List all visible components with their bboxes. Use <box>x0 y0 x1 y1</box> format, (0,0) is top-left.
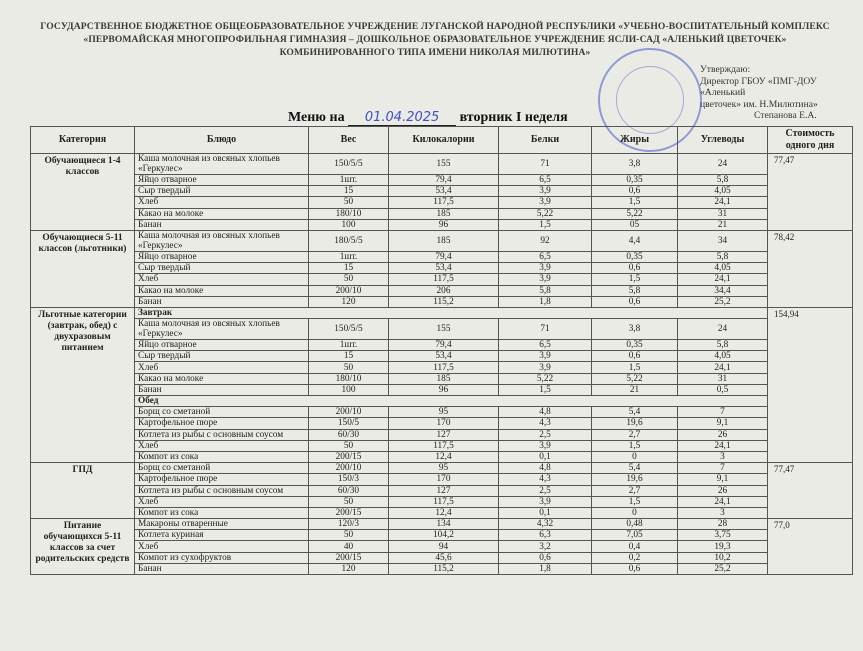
cell-weight: 60/30 <box>309 429 389 440</box>
cell-kcal: 117,5 <box>389 496 499 507</box>
menu-date: 01.04.2025 <box>348 110 456 126</box>
cell-kcal: 155 <box>389 319 499 340</box>
cell-fat: 1,5 <box>592 197 678 208</box>
cell-fat: 1,5 <box>592 362 678 373</box>
cell-carbs: 9,1 <box>678 418 768 429</box>
table-row <box>31 563 853 574</box>
cell-weight: 100 <box>309 384 389 395</box>
cell-carbs: 26 <box>678 485 768 496</box>
cell-kcal: 53,4 <box>389 263 499 274</box>
cell-weight: 50 <box>309 440 389 451</box>
price-cell: 77,0 <box>768 519 853 575</box>
meal-subheader: Завтрак <box>135 307 768 318</box>
meal-subheader-row <box>31 307 853 318</box>
table-row <box>31 251 853 262</box>
cell-dish: Каша молочная из овсяных хлопьев «Геркулес» <box>135 230 309 251</box>
cell-fat: 2,7 <box>592 485 678 496</box>
table-row <box>31 263 853 274</box>
cell-protein: 5,22 <box>499 208 592 219</box>
menu-title <box>288 110 568 126</box>
category-cell: Питание обучающихся 5-11 классов за счет родительских средств <box>31 519 135 575</box>
cell-carbs: 5,8 <box>678 251 768 262</box>
category-cell: Обучающиеся 1-4 классов <box>31 154 135 231</box>
cell-fat: 5,22 <box>592 208 678 219</box>
cell-dish: Банан <box>135 219 309 230</box>
cell-dish: Котлета из рыбы с основным соусом <box>135 485 309 496</box>
table-row <box>31 429 853 440</box>
approval-line-1: Утверждаю: <box>700 64 751 75</box>
cell-weight: 50 <box>309 362 389 373</box>
cell-fat: 0,6 <box>592 263 678 274</box>
cell-protein: 4,3 <box>499 474 592 485</box>
price-cell: 154,94 <box>768 307 853 462</box>
table-row <box>31 407 853 418</box>
table-row <box>31 418 853 429</box>
cell-dish: Банан <box>135 384 309 395</box>
table-row <box>31 530 853 541</box>
cell-weight: 15 <box>309 263 389 274</box>
cell-carbs: 3 <box>678 507 768 518</box>
category-cell: Обучающиеся 5-11 классов (льготники) <box>31 230 135 307</box>
cell-fat: 2,7 <box>592 429 678 440</box>
table-row <box>31 208 853 219</box>
cell-dish: Хлеб <box>135 197 309 208</box>
table-row <box>31 552 853 563</box>
cell-fat: 5,4 <box>592 463 678 474</box>
cell-fat: 0,6 <box>592 186 678 197</box>
cell-weight: 200/15 <box>309 507 389 518</box>
cell-carbs: 7 <box>678 463 768 474</box>
meal-subheader: Обед <box>135 396 768 407</box>
cell-fat: 1,5 <box>592 274 678 285</box>
cell-carbs: 5,8 <box>678 175 768 186</box>
cell-fat: 0,35 <box>592 340 678 351</box>
cell-dish: Сыр твердый <box>135 186 309 197</box>
cell-carbs: 7 <box>678 407 768 418</box>
cell-weight: 150/5/5 <box>309 154 389 175</box>
cell-kcal: 79,4 <box>389 340 499 351</box>
cell-dish: Борщ со сметаной <box>135 463 309 474</box>
cell-carbs: 4,05 <box>678 186 768 197</box>
cell-carbs: 34,4 <box>678 285 768 296</box>
cell-dish: Яйцо отварное <box>135 340 309 351</box>
menu-title-suffix: вторник I неделя <box>459 110 568 125</box>
cell-dish: Какао на молоке <box>135 285 309 296</box>
cell-carbs: 24,1 <box>678 362 768 373</box>
cell-dish: Котлета куриная <box>135 530 309 541</box>
approval-line-2: Директор ГБОУ «ПМГ-ДОУ «Аленький <box>700 75 817 98</box>
cell-carbs: 24,1 <box>678 440 768 451</box>
cell-kcal: 104,2 <box>389 530 499 541</box>
cell-protein: 3,9 <box>499 197 592 208</box>
cell-kcal: 95 <box>389 463 499 474</box>
cell-dish: Хлеб <box>135 541 309 552</box>
col-header-carbs: Углеводы <box>678 127 768 154</box>
cell-weight: 150/5 <box>309 418 389 429</box>
cell-protein: 1,8 <box>499 296 592 307</box>
cell-dish: Каша молочная из овсяных хлопьев «Геркулес» <box>135 319 309 340</box>
cell-fat: 0,48 <box>592 519 678 530</box>
col-header-weight: Вес <box>309 127 389 154</box>
header-line-2: «ПЕРВОМАЙСКАЯ МНОГОПРОФИЛЬНАЯ ГИМНАЗИЯ – ДОШКОЛЬНОЕ ОБРАЗОВАТЕЛЬНОЕ УЧРЕЖДЕНИЕ ЯСЛИ-САД «АЛЕНЬКИЙ ЦВЕТОЧЕК» <box>83 34 787 45</box>
cell-carbs: 24 <box>678 154 768 175</box>
cell-kcal: 79,4 <box>389 175 499 186</box>
cell-weight: 15 <box>309 351 389 362</box>
cell-dish: Сыр твердый <box>135 263 309 274</box>
cell-fat: 0,35 <box>592 175 678 186</box>
cell-carbs: 10,2 <box>678 552 768 563</box>
table-row <box>31 362 853 373</box>
table-row <box>31 296 853 307</box>
cell-kcal: 117,5 <box>389 440 499 451</box>
cell-protein: 3,2 <box>499 541 592 552</box>
table-row <box>31 451 853 462</box>
cell-weight: 120 <box>309 563 389 574</box>
cell-carbs: 5,8 <box>678 340 768 351</box>
cell-dish: Каша молочная из овсяных хлопьев «Геркулес» <box>135 154 309 175</box>
cell-kcal: 115,2 <box>389 563 499 574</box>
cell-dish: Компот из сухофруктов <box>135 552 309 563</box>
cell-fat: 3,8 <box>592 154 678 175</box>
cell-carbs: 34 <box>678 230 768 251</box>
cell-protein: 5,8 <box>499 285 592 296</box>
cell-protein: 6,5 <box>499 251 592 262</box>
cell-carbs: 4,05 <box>678 351 768 362</box>
cell-carbs: 28 <box>678 519 768 530</box>
cell-protein: 3,9 <box>499 186 592 197</box>
meal-subheader-row <box>31 396 853 407</box>
cell-weight: 180/10 <box>309 373 389 384</box>
table-row <box>31 351 853 362</box>
cell-carbs: 31 <box>678 208 768 219</box>
col-header-kcal: Килокалории <box>389 127 499 154</box>
cell-fat: 7,05 <box>592 530 678 541</box>
cell-carbs: 26 <box>678 429 768 440</box>
cell-carbs: 3,75 <box>678 530 768 541</box>
cell-kcal: 53,4 <box>389 351 499 362</box>
cell-kcal: 185 <box>389 230 499 251</box>
cell-protein: 71 <box>499 319 592 340</box>
cell-weight: 1шт. <box>309 340 389 351</box>
cell-protein: 4,8 <box>499 407 592 418</box>
table-row <box>31 186 853 197</box>
cell-weight: 180/10 <box>309 208 389 219</box>
cell-protein: 4,3 <box>499 418 592 429</box>
table-row <box>31 384 853 395</box>
cell-carbs: 24,1 <box>678 197 768 208</box>
cell-protein: 1,5 <box>499 384 592 395</box>
cell-weight: 200/10 <box>309 463 389 474</box>
cell-kcal: 117,5 <box>389 197 499 208</box>
cell-kcal: 12,4 <box>389 451 499 462</box>
table-row <box>31 274 853 285</box>
cell-kcal: 127 <box>389 485 499 496</box>
cell-fat: 3,8 <box>592 319 678 340</box>
cell-protein: 71 <box>499 154 592 175</box>
cell-protein: 3,9 <box>499 274 592 285</box>
cell-dish: Какао на молоке <box>135 208 309 219</box>
cell-protein: 1,8 <box>499 563 592 574</box>
cell-fat: 1,5 <box>592 440 678 451</box>
header-line-3: КОМБИНИРОВАННОГО ТИПА ИМЕНИ НИКОЛАЯ МИЛЮТИНА» <box>279 47 591 58</box>
table-row <box>31 197 853 208</box>
cell-fat: 0,6 <box>592 563 678 574</box>
table-row <box>31 507 853 518</box>
cell-weight: 60/30 <box>309 485 389 496</box>
table-row <box>31 474 853 485</box>
category-cell: Льготные категории (завтрак, обед) с двухразовым питанием <box>31 307 135 462</box>
approval-signatory: Степанова Е.А. <box>754 110 817 121</box>
table-row <box>31 230 853 251</box>
cell-fat: 0 <box>592 451 678 462</box>
cell-kcal: 170 <box>389 474 499 485</box>
cell-dish: Какао на молоке <box>135 373 309 384</box>
menu-title-prefix: Меню на <box>288 110 345 125</box>
cell-protein: 3,9 <box>499 440 592 451</box>
col-header-protein: Белки <box>499 127 592 154</box>
approval-line-3: цветочек» им. Н.Милютина» <box>700 98 818 110</box>
cell-protein: 2,5 <box>499 429 592 440</box>
cell-carbs: 25,2 <box>678 563 768 574</box>
cell-carbs: 24,1 <box>678 496 768 507</box>
price-cell: 77,47 <box>768 154 853 231</box>
cell-carbs: 3 <box>678 451 768 462</box>
cell-dish: Сыр твердый <box>135 351 309 362</box>
cell-weight: 150/3 <box>309 474 389 485</box>
cell-carbs: 31 <box>678 373 768 384</box>
col-header-price: Стоимость одного дня <box>768 127 853 154</box>
table-row <box>31 541 853 552</box>
cell-dish: Котлета из рыбы с основным соусом <box>135 429 309 440</box>
cell-fat: 5,22 <box>592 373 678 384</box>
cell-fat: 19,6 <box>592 418 678 429</box>
cell-fat: 0,6 <box>592 351 678 362</box>
cell-weight: 200/10 <box>309 285 389 296</box>
cell-weight: 50 <box>309 530 389 541</box>
cell-carbs: 19,3 <box>678 541 768 552</box>
cell-kcal: 117,5 <box>389 362 499 373</box>
cell-dish: Борщ со сметаной <box>135 407 309 418</box>
col-header-fat: Жиры <box>592 127 678 154</box>
cell-kcal: 127 <box>389 429 499 440</box>
table-row <box>31 440 853 451</box>
cell-carbs: 21 <box>678 219 768 230</box>
cell-fat: 0,6 <box>592 296 678 307</box>
col-header-category: Категория <box>31 127 135 154</box>
cell-dish: Картофельное пюре <box>135 474 309 485</box>
cell-kcal: 79,4 <box>389 251 499 262</box>
cell-weight: 1шт. <box>309 251 389 262</box>
cell-dish: Яйцо отварное <box>135 251 309 262</box>
table-row <box>31 496 853 507</box>
cell-fat: 19,6 <box>592 474 678 485</box>
cell-kcal: 117,5 <box>389 274 499 285</box>
institution-header <box>40 20 830 59</box>
cell-protein: 0,6 <box>499 552 592 563</box>
cell-protein: 0,1 <box>499 451 592 462</box>
cell-kcal: 185 <box>389 208 499 219</box>
header-line-1: ГОСУДАРСТВЕННОЕ БЮДЖЕТНОЕ ОБЩЕОБРАЗОВАТЕЛЬНОЕ УЧРЕЖДЕНИЕ ЛУГАНСКОЙ НАРОДНОЙ РЕСПУБЛИКИ «УЧЕБНО-ВОСПИТАТЕЛЬНЫЙ КОМПЛЕКС <box>40 21 830 32</box>
cell-protein: 6,3 <box>499 530 592 541</box>
cell-dish: Компот из сока <box>135 507 309 518</box>
table-row <box>31 340 853 351</box>
category-cell: ГПД <box>31 463 135 519</box>
cell-protein: 3,9 <box>499 351 592 362</box>
cell-protein: 3,9 <box>499 362 592 373</box>
cell-dish: Хлеб <box>135 362 309 373</box>
cell-weight: 15 <box>309 186 389 197</box>
table-row <box>31 463 853 474</box>
cell-kcal: 185 <box>389 373 499 384</box>
cell-kcal: 95 <box>389 407 499 418</box>
cell-kcal: 96 <box>389 384 499 395</box>
cell-weight: 1шт. <box>309 175 389 186</box>
cell-dish: Яйцо отварное <box>135 175 309 186</box>
cell-protein: 5,22 <box>499 373 592 384</box>
table-header-row <box>31 127 853 154</box>
cell-weight: 150/5/5 <box>309 319 389 340</box>
cell-kcal: 115,2 <box>389 296 499 307</box>
cell-kcal: 53,4 <box>389 186 499 197</box>
cell-kcal: 134 <box>389 519 499 530</box>
cell-fat: 4,4 <box>592 230 678 251</box>
cell-kcal: 96 <box>389 219 499 230</box>
cell-kcal: 45,6 <box>389 552 499 563</box>
cell-fat: 0 <box>592 507 678 518</box>
cell-weight: 50 <box>309 274 389 285</box>
menu-table <box>30 126 853 575</box>
cell-protein: 4,32 <box>499 519 592 530</box>
cell-dish: Банан <box>135 296 309 307</box>
cell-fat: 1,5 <box>592 496 678 507</box>
cell-dish: Хлеб <box>135 274 309 285</box>
cell-dish: Хлеб <box>135 440 309 451</box>
cell-dish: Хлеб <box>135 496 309 507</box>
table-row <box>31 285 853 296</box>
cell-kcal: 170 <box>389 418 499 429</box>
table-row <box>31 319 853 340</box>
cell-fat: 5,4 <box>592 407 678 418</box>
table-row <box>31 373 853 384</box>
cell-carbs: 24 <box>678 319 768 340</box>
cell-protein: 3,9 <box>499 496 592 507</box>
cell-kcal: 155 <box>389 154 499 175</box>
cell-dish: Картофельное пюре <box>135 418 309 429</box>
approval-block <box>700 64 860 122</box>
cell-fat: 05 <box>592 219 678 230</box>
cell-protein: 6,5 <box>499 340 592 351</box>
cell-protein: 3,9 <box>499 263 592 274</box>
price-cell: 77,47 <box>768 463 853 519</box>
cell-weight: 200/15 <box>309 451 389 462</box>
cell-protein: 6,5 <box>499 175 592 186</box>
cell-fat: 21 <box>592 384 678 395</box>
cell-dish: Банан <box>135 563 309 574</box>
cell-fat: 0,4 <box>592 541 678 552</box>
cell-protein: 0,1 <box>499 507 592 518</box>
table-row <box>31 154 853 175</box>
cell-carbs: 24,1 <box>678 274 768 285</box>
cell-dish: Макароны отваренные <box>135 519 309 530</box>
cell-kcal: 206 <box>389 285 499 296</box>
cell-weight: 50 <box>309 496 389 507</box>
menu-table-body <box>31 154 853 575</box>
cell-protein: 2,5 <box>499 485 592 496</box>
cell-kcal: 94 <box>389 541 499 552</box>
table-row <box>31 175 853 186</box>
cell-carbs: 9,1 <box>678 474 768 485</box>
table-row <box>31 485 853 496</box>
cell-kcal: 12,4 <box>389 507 499 518</box>
cell-weight: 200/10 <box>309 407 389 418</box>
cell-dish: Компот из сока <box>135 451 309 462</box>
cell-fat: 0,2 <box>592 552 678 563</box>
cell-weight: 200/15 <box>309 552 389 563</box>
cell-weight: 180/5/5 <box>309 230 389 251</box>
cell-fat: 5,8 <box>592 285 678 296</box>
col-header-dish: Блюдо <box>135 127 309 154</box>
cell-carbs: 25,2 <box>678 296 768 307</box>
cell-carbs: 4,05 <box>678 263 768 274</box>
cell-weight: 100 <box>309 219 389 230</box>
table-row <box>31 219 853 230</box>
cell-protein: 1,5 <box>499 219 592 230</box>
cell-protein: 4,8 <box>499 463 592 474</box>
cell-protein: 92 <box>499 230 592 251</box>
cell-weight: 120 <box>309 296 389 307</box>
cell-weight: 40 <box>309 541 389 552</box>
cell-fat: 0,35 <box>592 251 678 262</box>
cell-weight: 50 <box>309 197 389 208</box>
price-cell: 78,42 <box>768 230 853 307</box>
cell-carbs: 0,5 <box>678 384 768 395</box>
cell-weight: 120/3 <box>309 519 389 530</box>
table-row <box>31 519 853 530</box>
